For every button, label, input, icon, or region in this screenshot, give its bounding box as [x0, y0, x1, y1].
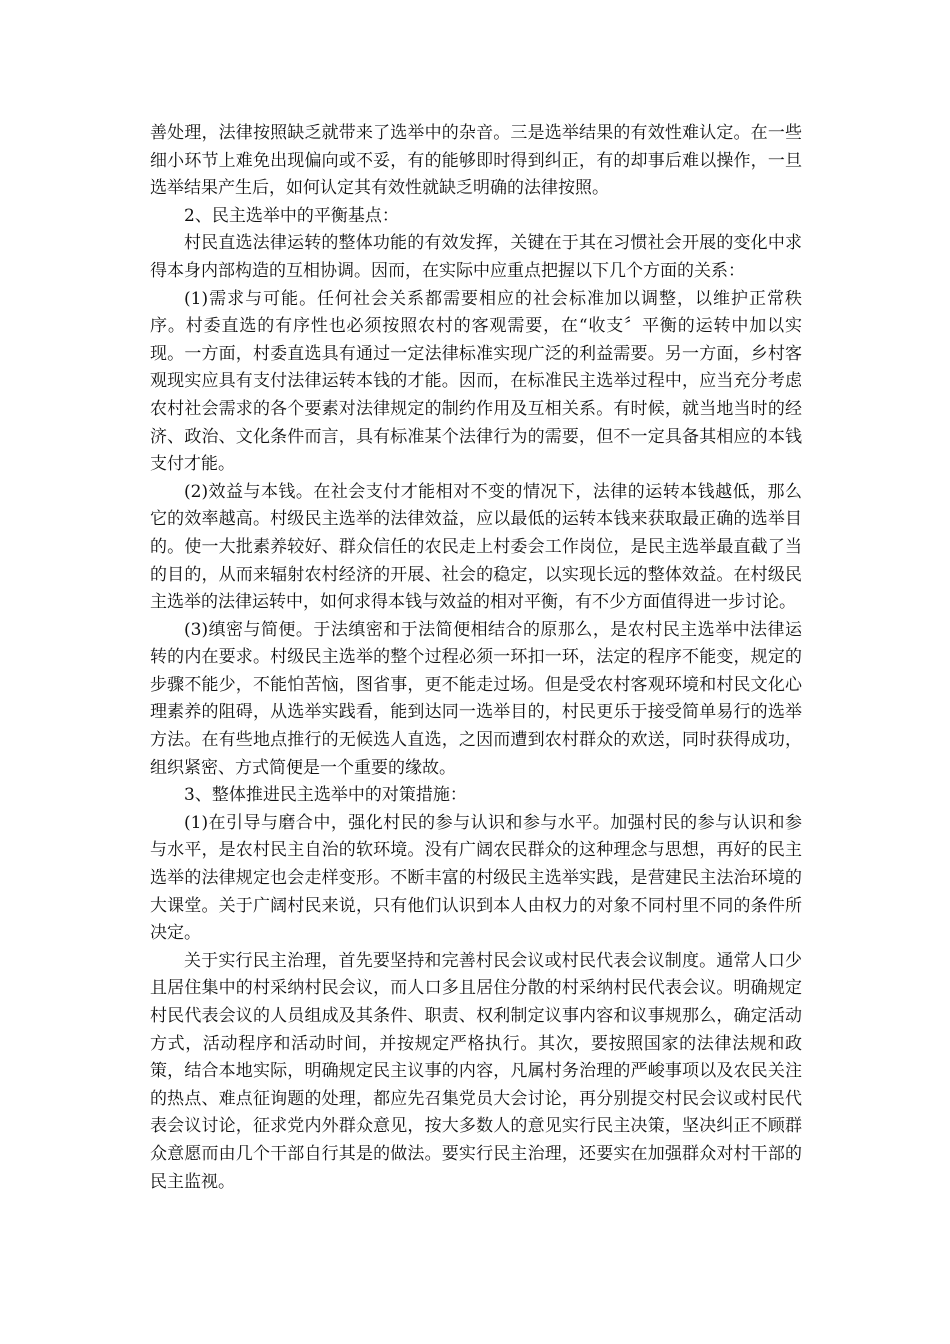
paragraph-participation: (1)在引导与磨合中，强化村民的参与认识和参与水平。加强村民的参与认识和参与水平，是农村民主自治的软环境。没有广阔农民群众的这种理念与思想，再好的民主选举的法律规定也会走样变形。不断丰富的村级民主选举实践，是营建民主法治环境的大课堂。关于广阔村民来说，只有他们认识到本人由权力的对象不同村里不同的条件所决定。 [150, 812, 802, 944]
paragraph-rigor-simplicity: (3)缜密与简便。于法缜密和于法简便相结合的原那么，是农村民主选举中法律运转的内在要求。村级民主选举的整个过程必须一环扣一环，法定的程序不能变，规定的步骤不能少，不能怕苦恼，图省事，更不能走过场。但是受农村客观环境和村民文化心理素养的阻碍，从选举实践看，能到达同一选举目的，村民更乐于接受简单易行的选举方法。在有些地点推行的无候选人直选，之因而遭到农村群众的欢送，同时获得成功，组织紧密、方式简便是一个重要的缘故。 [150, 619, 802, 778]
heading-balance-basis: 2、民主选举中的平衡基点： [184, 205, 399, 226]
paragraph-benefit-cost: (2)效益与本钱。在社会支付才能相对不变的情况下，法律的运转本钱越低，那么它的效率越高。村级民主选举的法律效益，应以最低的运转本钱来获取最正确的选举目的。使一大批素养较好、群众信任的农民走上村委会工作岗位，是民主选举最直截了当的目的，从而来辐射农村经济的开展、社会的稳定，以实现长远的整体效益。在村级民主选举的法律运转中，如何求得本钱与效益的相对平衡，有不少方面值得进一步讨论。 [150, 481, 802, 613]
paragraph-democratic-governance: 关于实行民主治理，首先要坚持和完善村民会议或村民代表会议制度。通常人口少且居住集中的村采纳村民会议，而人口多且居住分散的村采纳村民代表会议。明确规定村民代表会议的人员组成及其条件、职责、权利制定议事内容和议事规那么，确定活动方式，活动程序和活动时间，并按规定严格执行。其次，要按照国家的法律法规和政策，结合本地实际，明确规定民主议事的内容，凡属村务治理的严峻事项以及农民关注的热点、难点征询题的处理，都应先召集党员大会讨论，再分别提交村民会议或村民代表会议讨论，征求党内外群众意见，按大多数人的意见实行民主决策，坚决纠正不顾群众意愿而由几个干部自行其是的做法。要实行民主治理，还要实在加强群众对村干部的民主监视。 [150, 950, 802, 1192]
paragraph-demand-possibility: (1)需求与可能。任何社会关系都需要相应的社会标准加以调整，以维护正常秩序。村委直选的有序性也必须按照农村的客观需要，在“收支〞平衡的运转中加以实现。一方面，村委直选具有通过一定法律标准实现广泛的利益需要。另一方面，乡村客观现实应具有支付法律运转本钱的才能。因而，在标准民主选举过程中，应当充分考虑农村社会需求的各个要素对法律规定的制约作用及互相关系。有时候，就当地当时的经济、政治、文化条件而言，具有标准某个法律行为的需要，但不一定具备其相应的本钱支付才能。 [150, 288, 802, 475]
paragraph-intro-relations: 村民直选法律运转的整体功能的有效发挥，关键在于其在习惯社会开展的变化中求得本身内部构造的互相协调。因而，在实际中应重点把握以下几个方面的关系： [150, 233, 802, 281]
document-body [150, 120, 802, 1196]
heading-countermeasures: 3、整体推进民主选举中的对策措施： [184, 785, 467, 806]
paragraph-continuation: 善处理，法律按照缺乏就带来了选举中的杂音。三是选举结果的有效性难认定。在一些细小环节上难免出现偏向或不妥，有的能够即时得到纠正，有的却事后难以操作，一旦选举结果产生后，如何认定其有效性就缺乏明确的法律按照。 [150, 123, 802, 199]
